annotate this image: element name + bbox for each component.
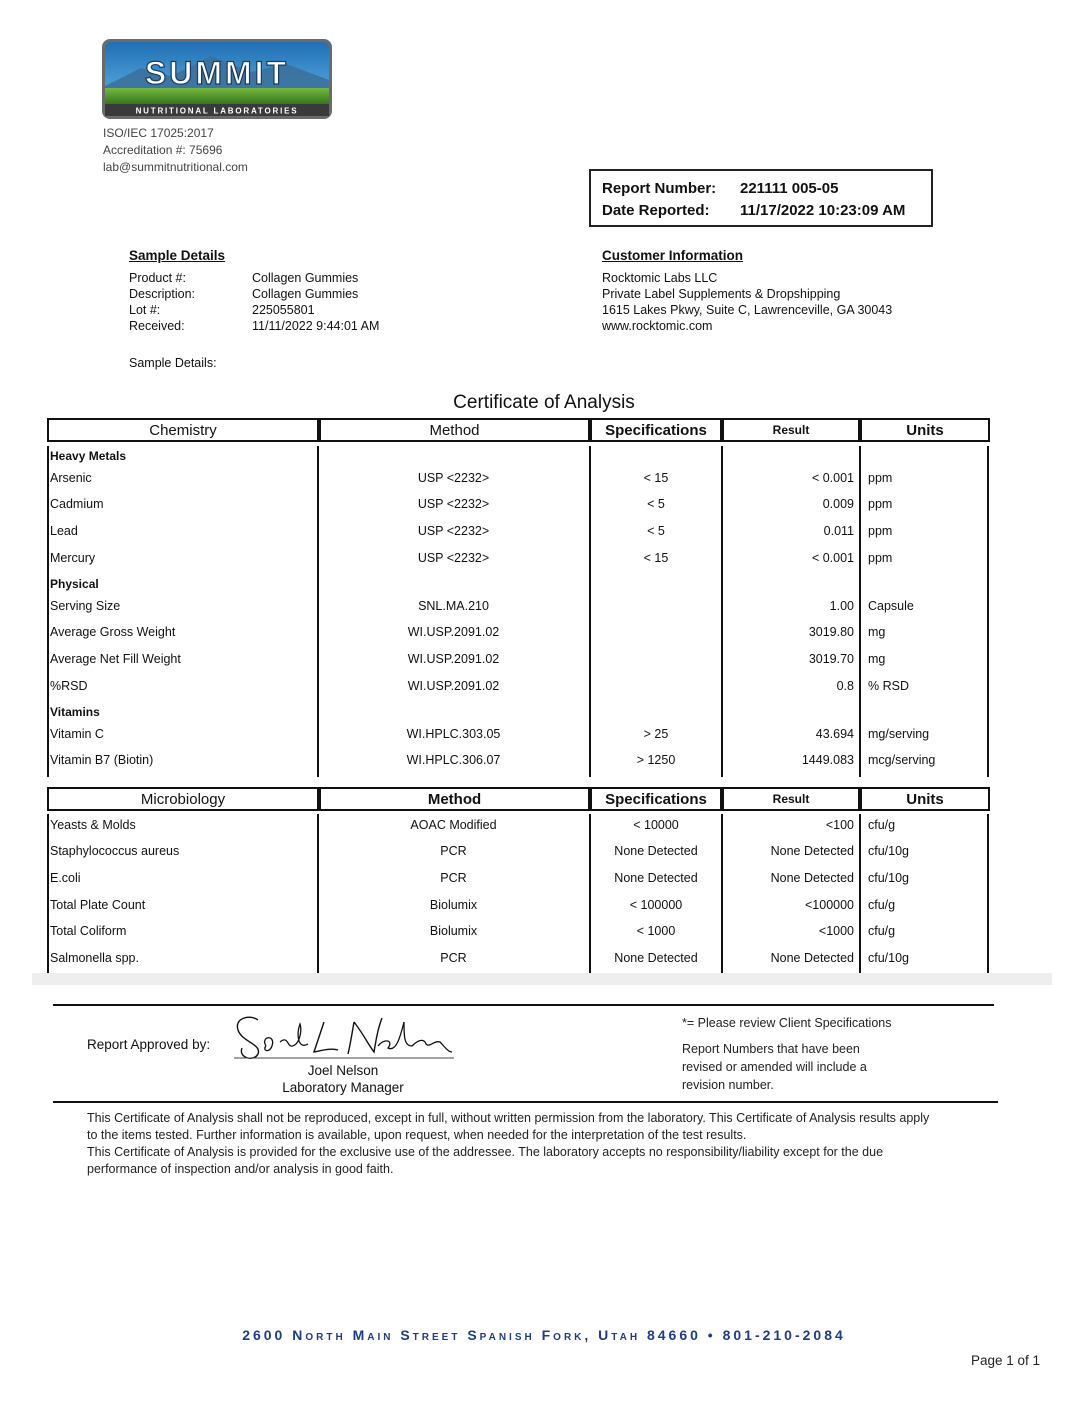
organism-spec: None Detected [614,951,698,965]
analyte-result: < 0.001 [811,551,854,565]
micro-col-line [721,814,723,973]
logo-sub-text: NUTRITIONAL LABORATORIES [135,106,299,116]
organism-result: <100000 [804,898,854,912]
analyte-spec: < 5 [647,524,665,538]
sample-details-label: Sample Details: [129,356,217,370]
analyte-unit: mg/serving [868,727,930,741]
lab-info [103,125,248,176]
analyte-method: WI.HPLC.306.07 [406,753,501,767]
organism-name: E.coli [50,871,81,885]
analyte-unit: mg [868,625,886,639]
date-reported: 11/17/2022 10:23:09 AM [740,202,906,219]
analyte-spec: > 1250 [636,753,676,767]
micro-col-line [859,814,861,973]
analyte-method: SNL.MA.210 [418,599,489,613]
organism-unit: cfu/10g [868,844,910,858]
coa-title: Certificate of Analysis [453,392,635,413]
organism-unit: cfu/g [868,898,896,912]
analyte-unit: mg [868,652,886,666]
organism-name: Yeasts & Molds [50,818,136,832]
organism-name: Total Coliform [50,924,127,938]
customer-info-list [602,270,892,334]
divider-top [53,1004,994,1006]
analyte-method: WI.USP.2091.02 [407,625,500,639]
organism-name: Total Plate Count [50,898,146,912]
report-box [589,169,933,227]
analyte-result: 1.00 [829,599,854,613]
analyte-result: 3019.80 [808,625,854,639]
analyte-spec: < 5 [647,497,665,511]
analyte-name: Vitamin B7 (Biotin) [50,753,154,767]
iso-text: ISO/IEC 17025:2017 [103,126,214,140]
received-value: 11/11/2022 9:44:01 AM [252,319,380,333]
analyte-name: %RSD [50,679,88,693]
chem-header-name: Chemistry [47,418,319,442]
analyte-unit: mcg/serving [868,753,936,767]
micro-header-units: Units [860,787,990,811]
analyte-name: Vitamin C [50,727,104,741]
customer-info-title: Customer Information [602,248,744,263]
analyte-unit: ppm [868,551,893,565]
organism-result: None Detected [770,871,854,885]
chem-col-line [47,446,49,777]
chem-header-spec: Specifications [590,418,722,442]
micro-col-line [317,814,319,973]
disclaimer-line: This Certificate of Analysis is provided for the exclusive use of the addressee. The laboratory accepts no responsibility/liability except for the due [87,1145,884,1159]
logo-brand-text: SUMMIT [144,55,290,91]
analyte-spec: > 25 [643,727,669,741]
report-number: 221111 005-05 [740,180,839,197]
organism-result: None Detected [770,951,854,965]
page-number: Page 1 of 1 [970,1353,1040,1368]
analyte-name: Average Gross Weight [50,625,176,639]
organism-method: PCR [440,844,467,858]
organism-spec: None Detected [614,871,698,885]
organism-unit: cfu/g [868,818,896,832]
footer-address: 2600 North Main Street Spanish Fork, Utah 84660 • 801-210-2084 [242,1327,846,1343]
organism-method: PCR [440,871,467,885]
analyte-result: 0.009 [822,497,854,511]
micro-col-line [987,814,989,973]
revision-note-line: revised or amended will include a [682,1060,867,1074]
gray-band [32,973,1052,985]
customer-address: 1615 Lakes Pkwy, Suite C, Lawrenceville, GA 30043 [602,303,893,317]
description-value: Collagen Gummies [252,287,359,301]
client-spec-note: *= Please review Client Specifications [682,1016,892,1030]
analyte-result: 0.011 [823,524,854,538]
analyte-method: USP <2232> [417,524,490,538]
analyte-name: Serving Size [50,599,121,613]
lab-email: lab@summitnutritional.com [103,160,248,174]
micro-header-name: Microbiology [47,787,319,811]
approver-role: Laboratory Manager [282,1080,404,1095]
chem-col-line [859,446,861,777]
divider-bottom [53,1101,998,1103]
lot-value: 225055801 [252,303,315,317]
analyte-unit: % RSD [868,679,909,693]
signature [228,1012,458,1064]
report-number-label: Report Number: [602,180,717,197]
analyte-unit: ppm [868,471,893,485]
customer-tagline: Private Label Supplements & Dropshipping [602,287,841,301]
approver-name: Joel Nelson [307,1063,379,1078]
analyte-name: Mercury [50,551,96,565]
revision-note-line: revision number. [682,1078,774,1092]
summit-logo [101,38,333,120]
analyte-unit: ppm [868,497,893,511]
analyte-method: USP <2232> [417,471,490,485]
analyte-result: 1449.083 [801,753,854,767]
product-value: Collagen Gummies [252,271,359,285]
organism-spec: < 1000 [636,924,676,938]
lot-label: Lot #: [129,303,161,317]
analyte-unit: ppm [868,524,893,538]
analyte-method: USP <2232> [417,497,490,511]
approved-by-label: Report Approved by: [87,1037,211,1052]
micro-header-result: Result [722,787,860,811]
accreditation-text: Accreditation #: 75696 [103,143,223,157]
micro-col-line [47,814,49,973]
organism-method: PCR [440,951,467,965]
description-label: Description: [129,287,195,301]
analyte-unit: Capsule [868,599,914,613]
approver-block [228,1062,458,1096]
revision-note-line: Report Numbers that have been [682,1042,860,1056]
organism-spec: < 100000 [629,898,683,912]
analyte-method: WI.USP.2091.02 [407,679,500,693]
organism-result: <1000 [818,924,854,938]
organism-unit: cfu/10g [868,871,910,885]
analyte-spec: < 15 [643,471,669,485]
date-reported-label: Date Reported: [602,202,710,219]
disclaimer-line: This Certificate of Analysis shall not be reproduced, except in full, without written permission from the laboratory. This Certificate of Analysis results apply [87,1111,930,1125]
micro-header-spec: Specifications [590,787,722,811]
analyte-name: Average Net Fill Weight [50,652,181,666]
organism-spec: < 10000 [633,818,679,832]
analyte-method: USP <2232> [417,551,490,565]
analyte-name: Lead [50,524,78,538]
analyte-method: WI.HPLC.303.05 [406,727,501,741]
organism-spec: None Detected [614,844,698,858]
analyte-name: Arsenic [50,471,92,485]
sample-details-title: Sample Details [129,248,226,263]
chem-col-line [721,446,723,777]
organism-unit: cfu/10g [868,951,910,965]
analyte-method: WI.USP.2091.02 [407,652,500,666]
chem-header-result: Result [722,418,860,442]
customer-name: Rocktomic Labs LLC [602,271,718,285]
analyte-result: 43.694 [815,727,854,741]
sample-details-list [129,270,429,334]
chem-header-units: Units [860,418,990,442]
received-label: Received: [129,319,185,333]
micro-col-line [589,814,591,973]
disclaimer-line: performance of inspection and/or analysis in good faith. [87,1162,394,1176]
chem-col-line [987,446,989,777]
customer-website: www.rocktomic.com [602,319,713,333]
category-vitamins: Vitamins [50,705,100,719]
organism-result: <100 [825,818,854,832]
organism-result: None Detected [770,844,854,858]
analyte-result: 0.8 [836,679,854,693]
revision-note [682,1040,867,1094]
organism-method: Biolumix [429,924,478,938]
analyte-result: 3019.70 [808,652,854,666]
product-label: Product #: [129,271,186,285]
chem-header-method: Method [319,418,590,442]
analyte-name: Cadmium [50,497,104,511]
organism-unit: cfu/g [868,924,896,938]
category-heavy-metals: Heavy Metals [50,449,127,463]
analyte-spec: < 15 [643,551,669,565]
micro-header-method: Method [319,787,590,811]
organism-name: Staphylococcus aureus [50,844,180,858]
category-physical: Physical [50,577,99,591]
organism-method: AOAC Modified [410,818,497,832]
disclaimer [87,1110,987,1178]
organism-name: Salmonella spp. [50,951,139,965]
organism-method: Biolumix [429,898,478,912]
disclaimer-line: to the items tested. Further information is available, upon request, when needed for the interpretation of the test results. [87,1128,747,1142]
analyte-result: < 0.001 [811,471,854,485]
